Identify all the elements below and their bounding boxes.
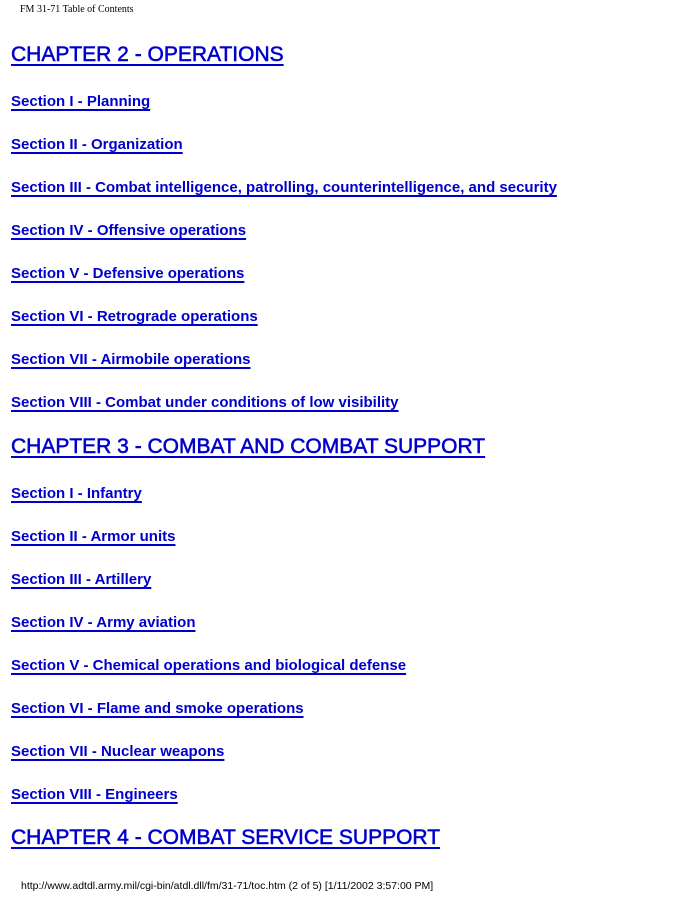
ch2-section-3-link[interactable]: Section III - Combat intelligence, patrolling, counterintelligence, and security bbox=[11, 179, 557, 196]
ch3-section-6-link[interactable]: Section VI - Flame and smoke operations bbox=[11, 700, 304, 717]
ch2-section-6-link[interactable]: Section VI - Retrograde operations bbox=[11, 308, 258, 325]
ch2-section-2-link[interactable]: Section II - Organization bbox=[11, 136, 183, 153]
ch2-section-8-link[interactable]: Section VIII - Combat under conditions of low visibility bbox=[11, 394, 399, 411]
ch3-section-2-link[interactable]: Section II - Armor units bbox=[11, 528, 176, 545]
footer-url-line: http://www.adtdl.army.mil/cgi-bin/atdl.dll/fm/31-71/toc.htm (2 of 5) [1/11/2002 3:57:00 PM] bbox=[21, 880, 434, 892]
document-header-title: FM 31-71 Table of Contents bbox=[20, 4, 134, 15]
ch3-section-8-link[interactable]: Section VIII - Engineers bbox=[11, 786, 178, 803]
ch2-section-4-link[interactable]: Section IV - Offensive operations bbox=[11, 222, 247, 239]
chapter-2-link[interactable]: CHAPTER 2 - OPERATIONS bbox=[11, 43, 284, 66]
chapter-4-link[interactable]: CHAPTER 4 - COMBAT SERVICE SUPPORT bbox=[11, 826, 441, 849]
ch3-section-4-link[interactable]: Section IV - Army aviation bbox=[11, 614, 196, 631]
ch3-section-7-link[interactable]: Section VII - Nuclear weapons bbox=[11, 743, 225, 760]
ch2-section-1-link[interactable]: Section I - Planning bbox=[11, 93, 151, 110]
ch3-section-1-link[interactable]: Section I - Infantry bbox=[11, 485, 142, 502]
ch2-section-5-link[interactable]: Section V - Defensive operations bbox=[11, 265, 245, 282]
chapter-3-link[interactable]: CHAPTER 3 - COMBAT AND COMBAT SUPPORT bbox=[11, 435, 486, 458]
ch2-section-7-link[interactable]: Section VII - Airmobile operations bbox=[11, 351, 251, 368]
ch3-section-5-link[interactable]: Section V - Chemical operations and biological defense bbox=[11, 657, 407, 674]
ch3-section-3-link[interactable]: Section III - Artillery bbox=[11, 571, 152, 588]
